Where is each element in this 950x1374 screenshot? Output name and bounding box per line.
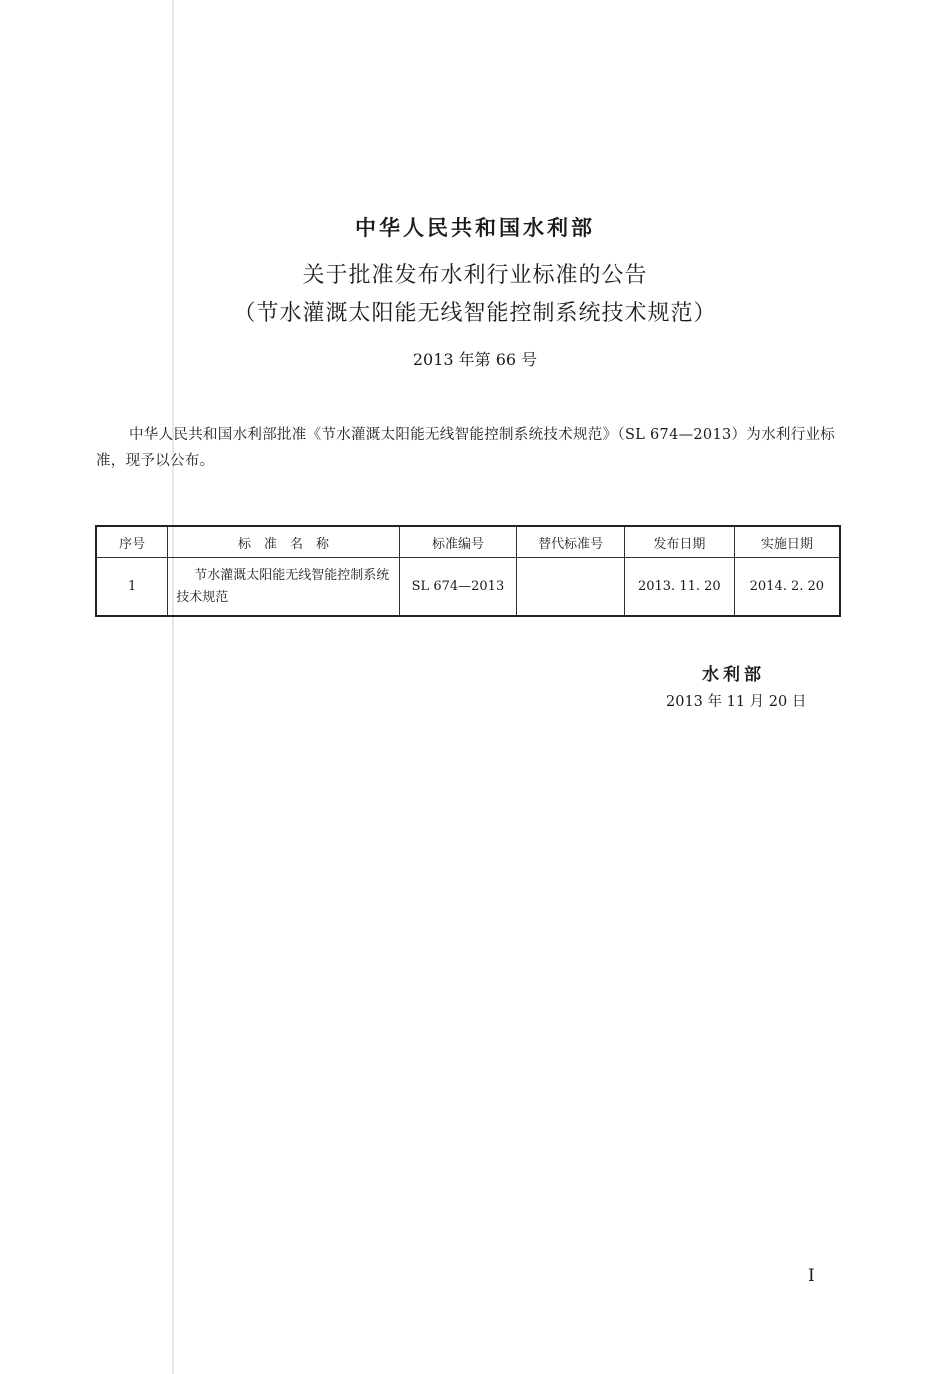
signature-date: 2013 年 11 月 20 日 [666,694,807,710]
header-index: 序号 [96,526,168,558]
header-replaced-standard: 替代标准号 [517,526,625,558]
announcement-subtitle: （节水灌溉太阳能无线智能控制系统技术规范） [233,301,717,326]
announcement-number: 2013 年第 66 号 [412,350,538,369]
page-number: I [808,1266,815,1286]
standards-table [95,525,841,617]
header-standard-name: 标 准 名 称 [168,526,399,558]
header-standard-code: 标准编号 [399,526,517,558]
cell-publish-date: 2013. 11. 20 [624,558,734,617]
cell-standard-name: 节水灌溉太阳能无线智能控制系统技术规范 [168,558,399,617]
cell-replaced-standard [517,558,625,617]
cell-effective-date: 2014. 2. 20 [734,558,840,617]
table-row [96,558,840,617]
header-effective-date: 实施日期 [734,526,840,558]
table-header-row [96,526,840,558]
cell-index: 1 [96,558,168,617]
issuing-organization: 中华人民共和国水利部 [355,215,595,240]
announcement-title: 关于批准发布水利行业标准的公告 [302,263,648,288]
announcement-body: 中华人民共和国水利部批准《节水灌溉太阳能无线智能控制系统技术规范》（SL 674—2013）为水利行业标准，现予以公布。 [96,427,836,469]
signature-organization: 水利部 [702,665,765,685]
scan-gutter-line [172,0,174,1374]
header-publish-date: 发布日期 [624,526,734,558]
cell-standard-code: SL 674—2013 [399,558,517,617]
